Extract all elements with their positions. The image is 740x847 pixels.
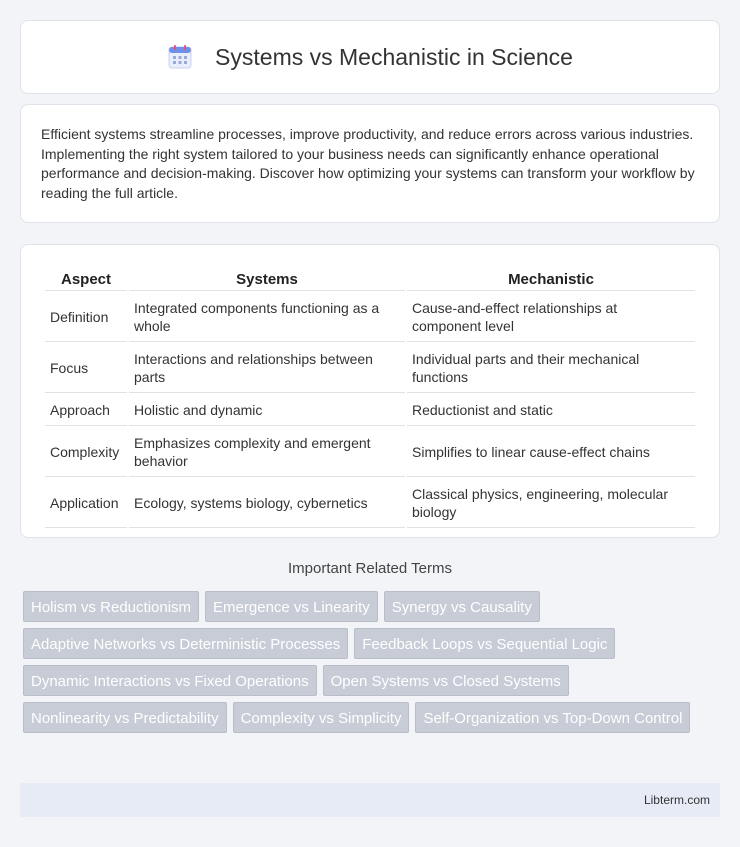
title-card <box>20 20 720 94</box>
related-term-tag[interactable]: Dynamic Interactions vs Fixed Operations <box>23 665 317 696</box>
systems-cell: Ecology, systems biology, cybernetics <box>129 479 405 528</box>
footer <box>20 783 720 817</box>
header-mechanistic: Mechanistic <box>407 267 695 291</box>
related-term-tag[interactable]: Open Systems vs Closed Systems <box>323 665 569 696</box>
mechanistic-cell: Simplifies to linear cause-effect chains <box>407 428 695 477</box>
calendar-icon <box>167 44 193 70</box>
aspect-cell: Approach <box>45 395 127 426</box>
systems-cell: Integrated components functioning as a whole <box>129 293 405 342</box>
related-term-tag[interactable]: Nonlinearity vs Predictability <box>23 702 227 733</box>
intro-text: Efficient systems streamline processes, improve productivity, and reduce errors across various industries. Implementing the right system tailored to your business needs can significantly enhance operational performance and decision-making. Discover how optimizing your systems can transform your workflow by reading the full article. <box>41 126 695 201</box>
table-row <box>45 479 695 528</box>
related-terms-list <box>23 591 703 739</box>
page-title: Systems vs Mechanistic in Science <box>215 43 573 70</box>
comparison-table <box>43 265 697 530</box>
comparison-card <box>20 244 720 538</box>
systems-cell: Emphasizes complexity and emergent behavior <box>129 428 405 477</box>
aspect-cell: Definition <box>45 293 127 342</box>
table-row <box>45 344 695 393</box>
aspect-cell: Complexity <box>45 428 127 477</box>
systems-cell: Interactions and relationships between parts <box>129 344 405 393</box>
aspect-cell: Application <box>45 479 127 528</box>
mechanistic-cell: Individual parts and their mechanical functions <box>407 344 695 393</box>
related-term-tag[interactable]: Feedback Loops vs Sequential Logic <box>354 628 615 659</box>
related-term-tag[interactable]: Synergy vs Causality <box>384 591 540 622</box>
aspect-cell: Focus <box>45 344 127 393</box>
header-systems: Systems <box>129 267 405 291</box>
table-row <box>45 395 695 426</box>
related-term-tag[interactable]: Holism vs Reductionism <box>23 591 199 622</box>
mechanistic-cell: Cause-and-effect relationships at component level <box>407 293 695 342</box>
related-term-tag[interactable]: Emergence vs Linearity <box>205 591 378 622</box>
intro-card <box>20 104 720 223</box>
related-term-tag[interactable]: Adaptive Networks vs Deterministic Processes <box>23 628 348 659</box>
table-header-row <box>45 267 695 291</box>
related-term-tag[interactable]: Self-Organization vs Top-Down Control <box>415 702 690 733</box>
table-row <box>45 293 695 342</box>
footer-brand[interactable]: Libterm.com <box>643 793 710 807</box>
table-row <box>45 428 695 477</box>
systems-cell: Holistic and dynamic <box>129 395 405 426</box>
header-aspect: Aspect <box>45 267 127 291</box>
mechanistic-cell: Reductionist and static <box>407 395 695 426</box>
related-term-tag[interactable]: Complexity vs Simplicity <box>233 702 410 733</box>
related-terms-title: Important Related Terms <box>288 560 452 577</box>
mechanistic-cell: Classical physics, engineering, molecular biology <box>407 479 695 528</box>
